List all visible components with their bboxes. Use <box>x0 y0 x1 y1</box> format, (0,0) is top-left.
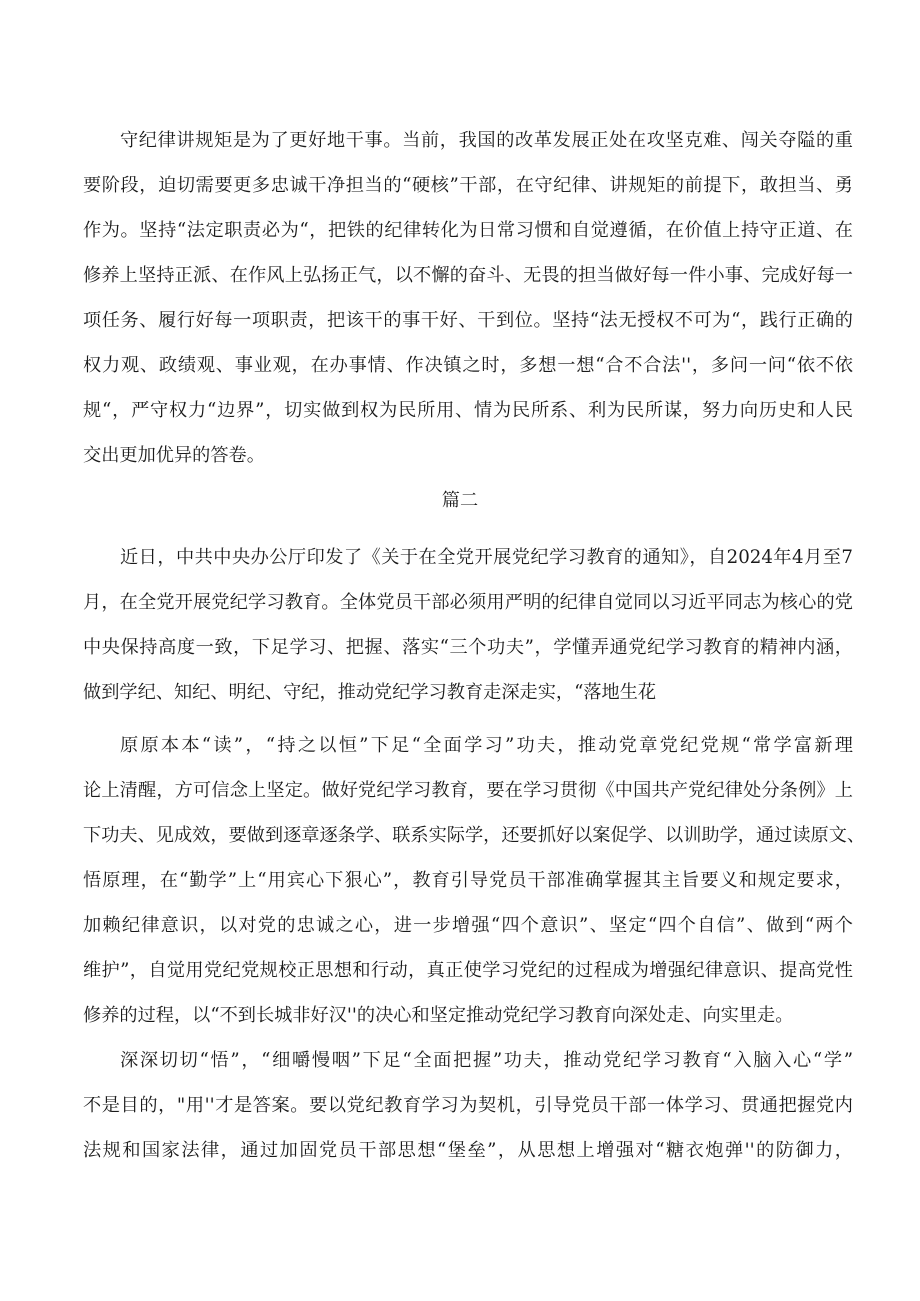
paragraph-line: 要阶段，迫切需要更多忠诚干净担当的“硬核”干部，在守纪律、讲规矩的前提下，敢担当、勇 <box>83 175 853 196</box>
paragraph-line: 中央保持高度一致，下足学习、把握、落实“三个功夫”，学懂弄通党纪学习教育的精神内涵， <box>83 637 853 658</box>
paragraph-line: 月，在全党开展党纪学习教育。全体党员干部必须用严明的纪律自觉同以习近平同志为核心的党 <box>83 592 853 613</box>
paragraph-line: 悟原理，在“勤学”上“用宾心下狠心”，教育引导党员干部准确掌握其主旨要义和规定要求， <box>83 870 853 891</box>
paragraph-line: 规“，严守权力“边界”，切实做到权为民所用、情为民所系、利为民所谋，努力向历史和人民 <box>83 400 853 421</box>
section-heading: 篇二 <box>441 490 479 511</box>
paragraph-line: 项任务、履行好每一项职责，把该干的事干好、干到位。坚持“法无授权不可为“，践行正确的 <box>83 310 853 331</box>
paragraph-line: 不是目的，"用''才是答案。要以党纪教育学习为契机，引导党员干部一体学习、贯通把握党内 <box>83 1095 853 1116</box>
paragraph-line: 交出更加优异的答卷。 <box>83 445 265 466</box>
paragraph-line: 权力观、政绩观、事业观，在办事情、作决镇之时，多想一想“合不合法''，多问一问“依不依 <box>83 355 853 376</box>
paragraph-line: 做到学纪、知纪、明纪、守纪，推动党纪学习教育走深走实，“落地生花 <box>83 682 657 703</box>
paragraph-line: 维护”，自觉用党纪党规校正思想和行动，真正使学习党纪的过程成为增强纪律意识、提高党性 <box>83 960 853 981</box>
paragraph-line: 加赖纪律意识，以对党的忠诚之心，进一步增强“四个意识”、坚定“四个自信”、做到“两个 <box>83 915 853 936</box>
paragraph-line: 下功夫、见成效，要做到逐章逐条学、联系实际学，还要抓好以案促学、以训助学，通过读原文、 <box>83 825 866 846</box>
paragraph-line: 修养上坚持正派、在作风上弘扬正气，以不懈的奋斗、无畏的担当做好每一件小事、完成好每一 <box>83 265 853 286</box>
paragraph-line: 原原本本“读”，“持之以恒”下足“全面学习”功夫，推动党章党纪党规“常学富新理 <box>120 735 853 756</box>
paragraph-line: 作为。坚持“法定职责必为“，把铁的纪律转化为日常习惯和自觉遵循，在价值上持守正道、在 <box>83 220 853 241</box>
paragraph-line: 近日，中共中央办公厅印发了《关于在全党开展党纪学习教育的通知》，自2024年4月至7 <box>120 547 853 568</box>
paragraph-line: 法规和国家法律，通过加固党员干部思想“堡垒”，从思想上增强对“糖衣炮弹''的防御力， <box>83 1140 853 1161</box>
paragraph-line: 守纪律讲规矩是为了更好地干事。当前，我国的改革发展正处在攻坚克难、闯关夺隘的重 <box>120 130 853 151</box>
paragraph-line: 深深切切“悟”，“细嚼慢咽”下足“全面把握”功夫，推动党纪学习教育“入脑入心“学” <box>120 1050 853 1071</box>
paragraph-line: 论上清醒，方可信念上坚定。做好党纪学习教育，要在学习贯彻《中国共产党纪律处分条例》上 <box>83 780 853 801</box>
paragraph-line: 修养的过程，以“不到长城非好汉''的决心和坚定推动党纪学习教育向深处走、向实里走。 <box>83 1005 794 1026</box>
